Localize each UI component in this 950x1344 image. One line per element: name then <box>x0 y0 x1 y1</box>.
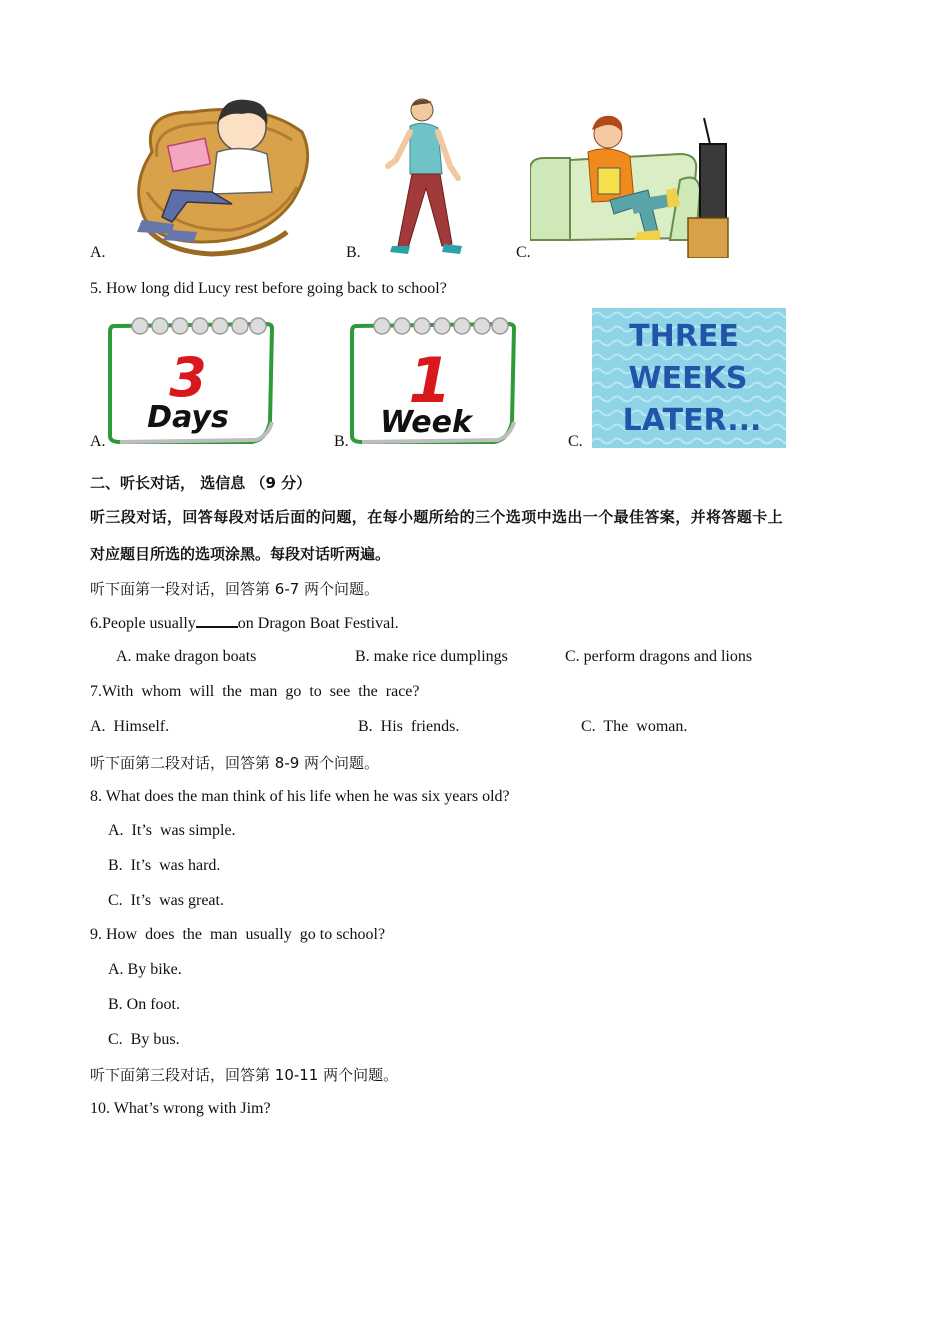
section-instruction-line-1: 听三段对话，回答每段对话后面的问题，在每小题所给的三个选项中选出一个最佳答案，并将答题卡上 <box>90 508 784 526</box>
man-watching-tv-on-sofa-illustration-icon <box>530 110 730 258</box>
dialog-2-intro: 听下面第二段对话，回答第 8-9 两个问题。 <box>90 754 380 772</box>
calendar-b-word: Week <box>380 405 472 440</box>
q9-question: 9. How does the man usually go to school? <box>90 926 386 943</box>
q5-question: 5. How long did Lucy rest before going back to school? <box>90 280 447 297</box>
calendar-a-word: Days <box>147 400 229 435</box>
q6-option-c: C. perform dragons and lions <box>565 648 753 665</box>
q4-option-b-image <box>378 96 468 256</box>
q7-option-a: A. Himself. <box>90 718 170 735</box>
q9-option-c: C. By bus. <box>108 1031 180 1048</box>
q6-question <box>90 612 399 634</box>
q8-question: 8. What does the man think of his life when he was six years old? <box>90 788 510 805</box>
dialog-3-intro: 听下面第三段对话，回答第 10-11 两个问题。 <box>90 1066 399 1084</box>
q6-text-before: 6.People usually <box>90 615 196 632</box>
calendar-b-number: 1 <box>408 344 452 417</box>
sign-line-2: WEEKS <box>628 361 748 396</box>
q5-option-a-calendar <box>106 312 276 446</box>
q9-option-a: A. By bike. <box>108 961 182 978</box>
q6-blank <box>196 612 238 628</box>
q8-option-a: A. It’s was simple. <box>108 822 236 839</box>
q8-option-b: B. It’s was hard. <box>108 857 221 874</box>
q6-option-a: A. make dragon boats <box>116 648 257 665</box>
q8-option-c: C. It’s was great. <box>108 892 224 909</box>
dialog-1-intro: 听下面第一段对话，回答第 6-7 两个问题。 <box>90 580 380 598</box>
calendar-a-number: 3 <box>169 346 207 409</box>
q7-option-b: B. His friends. <box>358 718 460 735</box>
q6-text-after: on Dragon Boat Festival. <box>237 615 399 632</box>
q4-option-c-image <box>530 110 730 258</box>
q7-question: 7.With whom will the man go to see the race? <box>90 683 420 700</box>
q4-option-b-label: B. <box>346 244 361 261</box>
section-instruction-line-2: 对应题目所选的选项涂黑。每段对话听两遍。 <box>90 545 391 563</box>
sign-line-1: THREE <box>629 319 739 354</box>
boy-reading-in-chair-illustration-icon <box>112 92 322 257</box>
q6-option-b: B. make rice dumplings <box>355 648 508 665</box>
q5-option-b-calendar <box>348 312 518 446</box>
section-heading: 二、听长对话， 选信息 （9 分） <box>90 474 312 492</box>
q4-option-c-label: C. <box>516 244 531 261</box>
q9-option-b: B. On foot. <box>108 996 180 1013</box>
q7-option-c: C. The woman. <box>581 718 688 735</box>
man-walking-illustration-icon <box>378 96 468 256</box>
q5-option-c-sign <box>592 308 786 448</box>
q10-question: 10. What’s wrong with Jim? <box>90 1100 271 1117</box>
q5-option-b-label: B. <box>334 433 349 450</box>
q4-option-a-image <box>112 92 322 257</box>
q5-option-c-label: C. <box>568 433 583 450</box>
q4-option-a-label: A. <box>90 244 106 261</box>
sign-line-3: LATER... <box>622 403 762 438</box>
q5-option-a-label: A. <box>90 433 106 450</box>
